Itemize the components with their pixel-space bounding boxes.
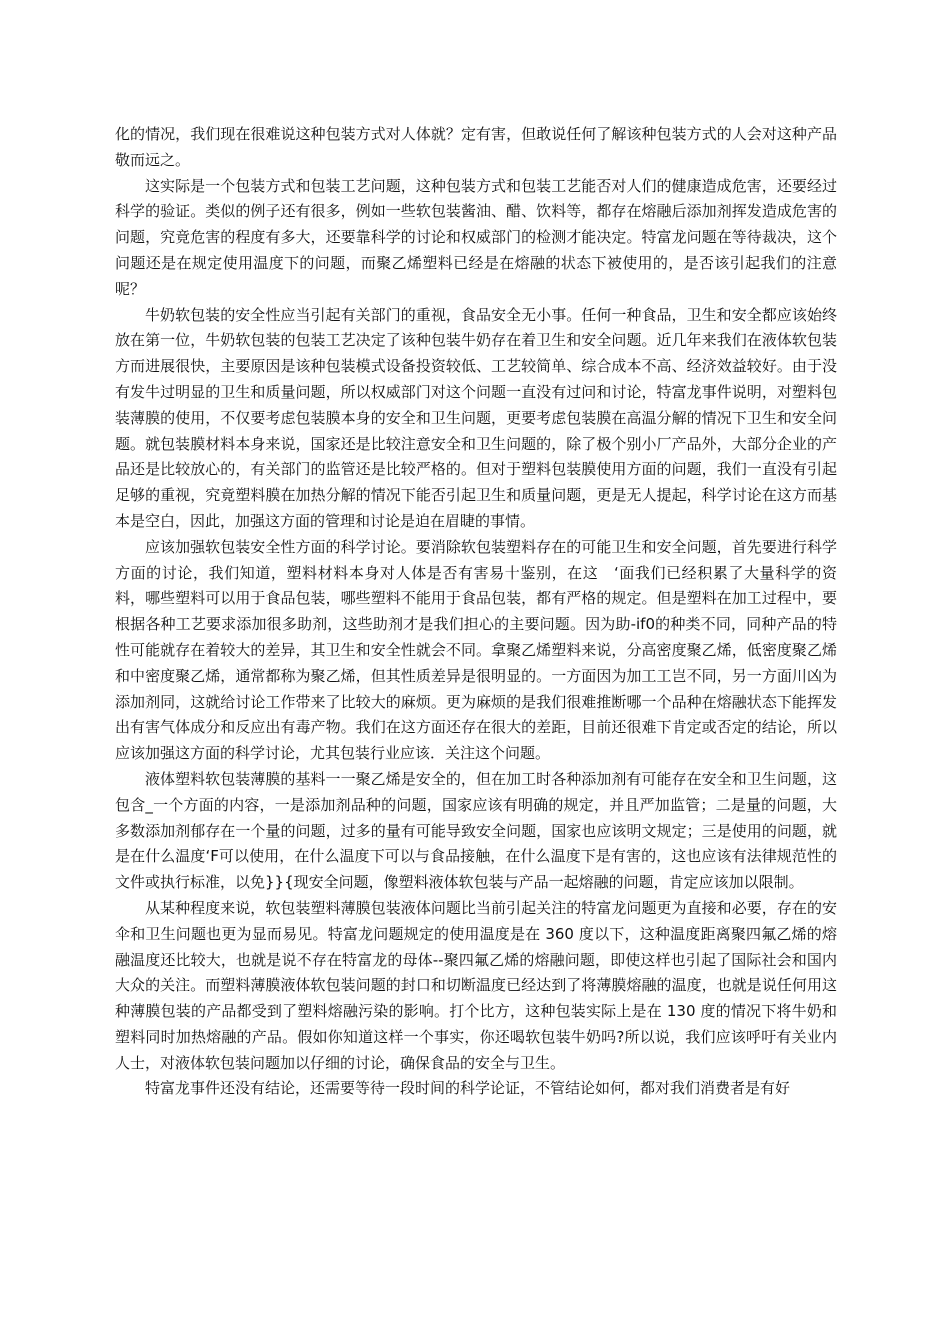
paragraph-continuation: 化的情况，我们现在很难说这种包装方式对人体就？定有害，但敢说任何了解该种包装方式的人会对这种产品敬而远之。: [115, 125, 837, 169]
paragraph-teflon-conclusion: 特富龙事件还没有结论，还需要等待一段时间的科学论证，不管结论如何，都对我们消费者是有好: [145, 1079, 791, 1098]
paragraph-scientific-discussion: 应该加强软包装安全性方面的科学讨论。要消除软包装塑料存在的可能卫生和安全问题，首先要进行科学方面的讨论，我们知道，塑料材料本身对人体是否有害易十鉴别，在这 ‘面我们已经积累了大量科学的资料，哪些塑料可以用于食品包装，哪些塑料不能用于食品包装，都有严格的规定。但是塑料在加工过程中，要根据各种工艺要求添加很多助剂，这些助剂才是我们担心的主要问题。因为助-if0的种类不同，同种产品的特性可能就存在着较大的差异，其卫生和安全性就会不同。拿聚乙烯塑料来说，分高密度聚乙烯，低密度聚乙烯和中密度聚乙烯，通常都称为聚乙烯，但其性质差异是很明显的。一方面因为加工工岂不同，另一方面川凶为添加剂同，这就给讨论工作带来了比较大的麻烦。更为麻烦的是我们很难推断哪一个品种在熔融状态下能挥发出有害气体成分和反应出有毒产物。我们在这方面还存在很大的差距，目前还很难下肯定或否定的结论，所以应该加强这方面的科学讨论，尤其包装行业应该．关注这个问题。: [115, 537, 837, 763]
paragraph-polyethylene-additives: 液体塑料软包装薄膜的基料一一聚乙烯是安全的，但在加工时各种添加剂有可能存在安全和卫生问题，这包含_一个方面的内容，一是添加剂品种的问题，国家应该有明确的规定，并且严加监管；二是量的问题，大多数添加剂郁存在一个量的问题，过多的量有可能导致安全问题，国家也应该明文规定；三是使用的问题，就是在什么温度‘F可以使用，在什么温度下可以与食品接触，在什么温度下是有害的，这也应该有法律规范性的文件或执行标准，以免}}{现安全问题，像塑料液体软包装与产品一起熔融的问题，肯定应该加以限制。: [115, 769, 837, 892]
paragraph-packaging-process: 这实际是一个包装方式和包装工艺问题，这种包装方式和包装工艺能否对人们的健康造成危害，还要经过科学的验证。类似的例子还有很多，例如一些软包装酱油、醋、饮料等，都存在熔融后添加剂挥发造成危害的问题，究竟危害的程度有多大，还要靠科学的讨论和权威部门的检测才能决定。特富龙问题在等待裁决，这个问题还是在规定使用温度下的问题，而聚乙烯塑料已经是在熔融的状态下被使用的，是否该引起我们的注意呢？: [115, 176, 837, 298]
document-body: [115, 122, 837, 1102]
paragraph-teflon-comparison: 从某种程度来说，软包装塑料薄膜包装液体问题比当前引起关注的特富龙问题更为直接和必要，存在的安伞和卫生问题也更为显而易见。特富龙问题规定的使用温度是在 360 度以下，这种温度距离聚四氟乙烯的熔融温度还比较大，也就是说不存在特富龙的母体--聚四氟乙烯的熔融问题，即使这样也引起了国际社会和国内大众的关注。而塑料薄膜液体软包装问题的封口和切断温度已经达到了将薄膜熔融的温度，也就是说任何用这种薄膜包装的产品都受到了塑料熔融污染的影响。打个比方，这种包装实际上是在 130 度的情况下将牛奶和塑料同时加热熔融的产品。假如你知道这样一个事实，你还喝软包装牛奶吗?所以说，我们应该呼吁有关业内人士，对液体软包装问题加以仔细的讨论，确保食品的安全与卫生。: [115, 898, 837, 1072]
paragraph-milk-package-safety: 牛奶软包装的安全性应当引起有关部门的重视，食品安全无小事。任何一种食品，卫生和安全都应该始终放在第一位，牛奶软包装的包装工艺决定了该种包装牛奶存在着卫生和安全问题。近几年来我们在液体软包装方而进展很快，主要原因是该种包装模式设备投资较低、工艺较简单、综合成本不高、经济效益较好。由于没有发牛过明显的卫生和质量问题，所以权威部门对这个问题一直没有过问和讨论，特富龙事件说明，对塑料包装薄膜的使用，不仅要考虑包装膜本身的安全和卫生问题，更要考虑包装膜在高温分解的情况下卫生和安全问题。就包装膜材料本身来说，国家还是比较注意安全和卫生问题的，除了极个别小厂产品外，大部分企业的产品还是比较放心的，有关部门的监管还是比较严格的。但对于塑料包装膜使用方面的问题，我们一直没有引起足够的重视，究竟塑料膜在加热分解的情况下能否引起卫生和质量问题，更是无人提起，科学讨论在这方而基本是空白，因此，加强这方面的管理和讨论是迫在眉睫的事情。: [115, 305, 837, 530]
